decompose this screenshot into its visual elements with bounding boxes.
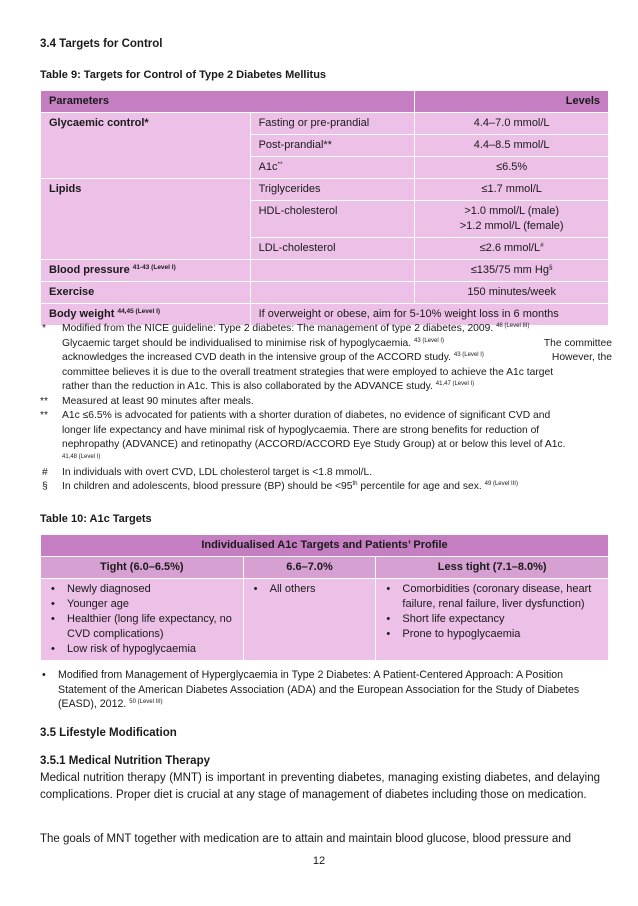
ldl-label: LDL-cholesterol — [250, 238, 415, 260]
list-item: • Younger age — [49, 597, 235, 612]
bp-label-cell — [41, 260, 251, 282]
footnote-4-text: In individuals with overt CVD, LDL cholesterol target is <1.8 mmol/L. — [62, 466, 373, 478]
list-item: • Newly diagnosed — [49, 582, 235, 597]
footnote-1-line-a: Modified from the NICE guideline: Type 2 diabetes: The management of type 2 diabetes, 2009. — [62, 323, 494, 334]
footnote-4-mark: # — [42, 466, 48, 478]
footnote-5-text-a: In children and adolescents, blood pressure (BP) should be <95 — [62, 481, 353, 492]
list-item: • Short life expectancy — [384, 612, 600, 627]
triglycerides-label: Triglycerides — [250, 179, 415, 201]
footnote-5 — [40, 480, 612, 495]
exercise-empty-cell — [250, 282, 415, 304]
less-tight-cell — [376, 579, 609, 661]
footnote-5-sup: 49 (Level III) — [484, 481, 518, 487]
a1c-value: ≤6.5% — [415, 157, 609, 179]
hdl-value — [415, 201, 609, 238]
table-row — [41, 260, 609, 282]
body-weight-value: If overweight or obese, aim for 5-10% weight loss in 6 months — [250, 304, 608, 326]
list-item: • All others — [252, 582, 368, 597]
footnote-3-line-a: A1c ≤6.5% is advocated for patients with a shorter duration of diabetes, no evidence of significant CVD and — [62, 410, 551, 421]
table10-note-line-a: Modified from Management of Hyperglycaemia in Type 2 Diabetes: A Patient-Centered Approach: A Position — [58, 669, 564, 681]
col-tight: Tight (6.0–6.5%) — [41, 557, 244, 579]
hdl-value-male: >1.0 mmol/L (male) — [464, 205, 559, 217]
footnote-1-line-b-sup: 43 (Level I) — [413, 337, 444, 344]
table10-header-row — [41, 535, 609, 557]
triglycerides-value: ≤1.7 mmol/L — [415, 179, 609, 201]
hdl-value-female: >1.2 mmol/L (female) — [459, 220, 564, 232]
list-item: • Healthier (long life expectancy, no CVD complications) — [49, 612, 235, 642]
footnote-5-th: th — [352, 481, 358, 487]
table-header-row — [41, 91, 609, 113]
footnote-2 — [40, 395, 612, 410]
table10-note-sup: 50 (Level III) — [129, 699, 163, 705]
col-mid: 6.6–7.0% — [243, 557, 376, 579]
footnote-2-text: Measured at least 90 minutes after meals. — [62, 395, 254, 407]
footnote-1-line-b: Glycaemic target should be individualised to minimise risk of hypoglycaemia. — [62, 337, 412, 349]
table-row — [41, 282, 609, 304]
mnt-paragraph: Medical nutrition therapy (MNT) is important in preventing diabetes, managing existing diabetes, and delaying complications. Proper diet is crucial at any stage of management of diabetes including those on medication. — [40, 772, 600, 801]
table10-header: Individualised A1c Targets and Patients’ Profile — [41, 535, 609, 557]
footnote-1-line-d: committee believes it is due to the overall treatment strategies that were employed to achieve the A1c target — [62, 366, 554, 378]
footnote-3-ref: 41,48 (Level I) — [62, 453, 101, 460]
footnote-4 — [40, 466, 612, 481]
body-weight-sup: 44,45 (Level I) — [117, 308, 161, 315]
a1c-cell — [250, 157, 415, 179]
fasting-value: 4.4–7.0 mmol/L — [415, 113, 609, 135]
tight-cell — [41, 579, 244, 661]
footnote-1-line-e-sup: 41,47 (Level I) — [435, 381, 475, 387]
mid-cell — [243, 579, 376, 661]
hdl-label: HDL-cholesterol — [250, 201, 415, 238]
footnote-1-line-c-sup: 43 (Level I) — [453, 352, 484, 358]
post-prandial-label: Post-prandial** — [250, 135, 415, 157]
table10-note-line-c: (EASD), 2012. — [58, 698, 127, 710]
a1c-targets-table — [40, 534, 609, 661]
section-heading-3-4: 3.4 Targets for Control — [40, 38, 163, 50]
mnt-goals-paragraph: The goals of MNT together with medication are to attain and maintain blood glucose, blood pressure and — [40, 833, 572, 845]
ldl-value: ≤2.6 mmol/L — [479, 242, 541, 254]
footnote-1-line-c: acknowledges the increased CVD death in the intensive group of the ACCORD study. — [62, 352, 452, 363]
targets-table — [40, 90, 609, 326]
table10-note-line-b: Statement of the American Diabetes Association (ADA) and the European Association for the Study of Diabetes — [58, 683, 580, 696]
bp-value-sup: § — [548, 264, 553, 271]
footnote-1-mark: * — [42, 323, 47, 334]
header-levels: Levels — [415, 91, 609, 113]
bullet-icon: • — [42, 669, 46, 681]
footnote-1-line-b2: The committee — [543, 337, 612, 349]
footnote-1-line-a-sup: 46 (Level III) — [496, 323, 530, 329]
footnote-3-line-b: longer life expectancy and have minimal risk of hypoglycaemia. There are strong benefits for reduction of — [62, 424, 540, 436]
footnote-5-mark: § — [42, 481, 48, 492]
table10-note — [40, 668, 612, 712]
list-item: • Prone to hypoglycaemia — [384, 627, 600, 642]
glycaemic-label: Glycaemic control* — [41, 113, 251, 179]
fasting-label: Fasting or pre-prandial — [250, 113, 415, 135]
footnote-3-line-c: nephropathy (ADVANCE) and retinopathy (ACCORD/ACCORD Eye Study Group) at or below this level of A1c. — [62, 439, 566, 450]
lipids-label: Lipids — [41, 179, 251, 260]
bp-value-cell — [415, 260, 609, 282]
a1c-label: A1c — [258, 161, 278, 173]
a1c-sup: ** — [277, 161, 283, 168]
footnote-1-line-e: rather than the reduction in A1c. This is also collaborated by the ADVANCE study. — [62, 381, 433, 392]
post-prandial-value: 4.4–8.5 mmol/L — [415, 135, 609, 157]
table-row — [41, 179, 609, 201]
ldl-value-cell — [415, 238, 609, 260]
section-heading-3-5: 3.5 Lifestyle Modification — [40, 727, 177, 739]
table9-title: Table 9: Targets for Control of Type 2 Diabetes Mellitus — [40, 69, 327, 81]
list-item: • Low risk of hypoglycaemia — [49, 642, 235, 657]
bp-value: ≤135/75 mm Hg — [470, 264, 549, 276]
table9-footnotes — [40, 322, 612, 495]
table-row — [41, 113, 609, 135]
table10-body-row — [41, 579, 609, 661]
exercise-label: Exercise — [41, 282, 251, 304]
bp-label: Blood pressure — [49, 264, 130, 276]
footnote-1 — [40, 322, 612, 395]
footnote-2-mark: ** — [40, 395, 49, 407]
table10-title: Table 10: A1c Targets — [40, 513, 152, 525]
bp-empty-cell — [250, 260, 415, 282]
footnote-1-line-c2: However, the — [551, 352, 612, 363]
section-heading-3-5-1: 3.5.1 Medical Nutrition Therapy — [40, 755, 210, 767]
bp-sup: 41-43 (Level I) — [132, 264, 176, 271]
col-less-tight: Less tight (7.1–8.0%) — [376, 557, 609, 579]
ldl-sup: # — [540, 242, 544, 249]
list-item: • Comorbidities (coronary disease, heart failure, renal failure, liver dysfunction) — [384, 582, 600, 612]
page-number: 12 — [312, 855, 326, 867]
exercise-value: 150 minutes/week — [415, 282, 609, 304]
footnote-3 — [40, 409, 612, 462]
header-parameters: Parameters — [41, 91, 415, 113]
footnote-5-text-b: percentile for age and sex. — [360, 481, 482, 492]
body-weight-label: Body weight — [49, 308, 115, 320]
table10-subheader-row — [41, 557, 609, 579]
footnote-3-mark: ** — [40, 410, 49, 421]
